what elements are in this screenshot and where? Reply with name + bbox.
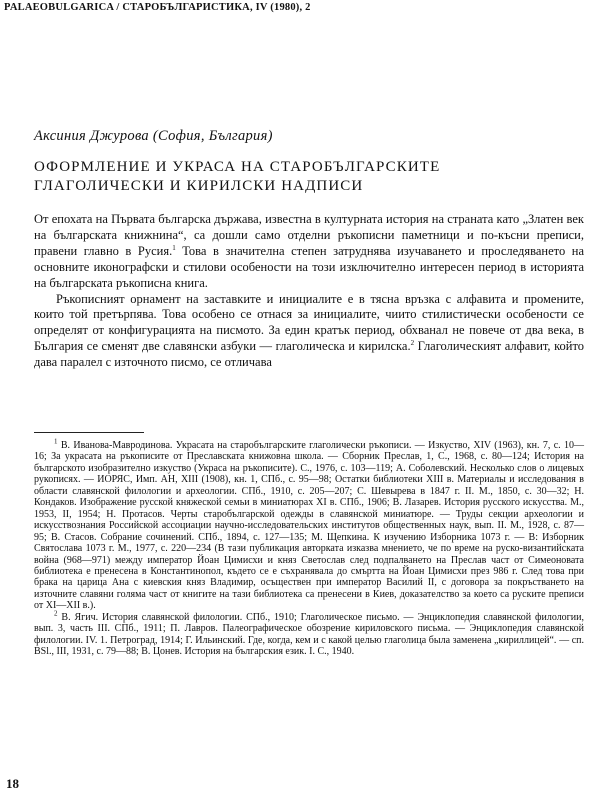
footnotes [34,437,584,658]
footnote-ref-2[interactable]: 2 [410,339,415,348]
footnote-2-text: В. Ягич. История славянской филологии. СПб., 1910; Глаголическое письмо. — Энциклопедия славянской филологии, вып. 3, часть III. СПб., 1911; П. Лавров. Палеографическое обозрение кириловского письма. — Энциклопедия славянской филологии. IV. 1. Петроград, 1914; Г. Ильинский. Где, когда, кем и с какой целью глаголица была заменена „кириллицей“. — сп. BSl., III, 1931, с. 79—88; В. Цонев. История на българския език. I. С., 1940. [34,611,584,658]
paragraph-1-text: От епохата на Първата българска държава, известна в културната история на страната като „Златен век на българската книжнина“, са дошли само отделни ръкописни паметници и по-късни преписи, правени главно в Русия. [34,212,584,258]
footnote-1 [34,437,584,612]
body-paragraph-2 [34,292,584,372]
footnote-2 [34,609,584,658]
title-line-2: ГЛАГОЛИЧЕСКИ И КИРИЛСКИ НАДПИСИ [34,178,364,194]
body-paragraph-1 [34,212,584,292]
paragraph-2-continuation: Глаголическият алфавит, който дава паралел с източното писмо, се отличава [34,339,585,370]
running-head: PALAEOBULGARICA / СТАРОБЪЛГАРИСТИКА, IV (1980), 2 [4,2,311,13]
page-number: 18 [6,776,19,791]
paragraph-2-text: Ръкописният орнамент на заставките и инициалите е в тясна връзка с алфавита и промените, които той претърпява. Това особено се отнася за инициалите, чиито стилистически особености се определят от конфигурацията на писмото. За един кратък период, обхванал не повече от два века, в България се сменят две славянски азбуки — глаголическа и кирилска. [34,291,584,354]
title-line-1: ОФОРМЛЕНИЕ И УКРАСА НА СТАРОБЪЛГАРСКИТЕ [34,159,441,175]
footnote-mark-2: 2 [54,609,58,618]
footnote-mark-1: 1 [54,437,58,446]
footnote-separator [34,432,144,433]
article-author: Аксиния Джурова (София, България) [34,128,273,144]
paragraph-1-continuation: Това в значителна степен затруднява изучаването и проследяването на основните иконографски и стилови особености на този изключително интересен период в историята на българската ръкописна книга. [34,243,584,290]
footnote-ref-1[interactable]: 1 [172,243,176,252]
article-body [34,212,584,371]
footnote-1-text: В. Иванова-Мавродинова. Украсата на старобългарските глаголически ръкописи. — Изкуство, XIV (1963), кн. 7, с. 10—16; За украсата на ръкописите от Преславската книжовна школа. — Сборник Преслав, 1, С., 1968, с. 80—124; История на българското изобразително изкуство (Украса на ръкописите). С., 1976, с. 103—119; А. Соболевский. Несколько слов о лицевых рукописях. — ИОРЯС, Имп. АН, XIII (1908), кн. 1, СПб., с. 95—98; Остатки библиотеки XIII в. Материалы и исследования в области славянской филологии и археологии. СПб., 1910, с. 205—207; С. Шевырева в 1847 г. II. М., 1850, с. 30—32; Н. Кондаков. Изображение русской княжеской семьи в миниатюрах XI в. СПб., 1906; В. Лазарев. История русского искусства. М., 1953, II, 1954; Н. Протасов. Черты старобългарской одежды в славянской миниатюре. — Труды секции археологии и искусствознания Российской ассоциации научно-исследовательских институтов общественных наук, вып. II. М., 1928, с. 87—95; В. Стасов. Собрание сочинений. СПб., 1894, с. 127—135; М. Щепкина. К изучению Изборника 1073 г. — В: Изборник Святослава 1073 г. М., 1977, с. 220—234 (В тази публикация авторката изказва мнението, че по време на руско-византийската война (968—971) между император Йоан Цимисхи и княз Светослав след подпалването на Преслав част от Симеоновата библиотека е пренесена в Константинопол, където се е съхранявала до смъртта на Йоан Цимисхи през 986 г. След това при брака на царица Ана с киевския княз Владимир, осъществен при император Василий II, с договора за покръстването на източните славяни голяма част от книгите на тази библиотека са пренесени в Киев, доказателство за което са руските преписи от XI—XII в.). [34,440,584,612]
article-title [34,158,584,196]
